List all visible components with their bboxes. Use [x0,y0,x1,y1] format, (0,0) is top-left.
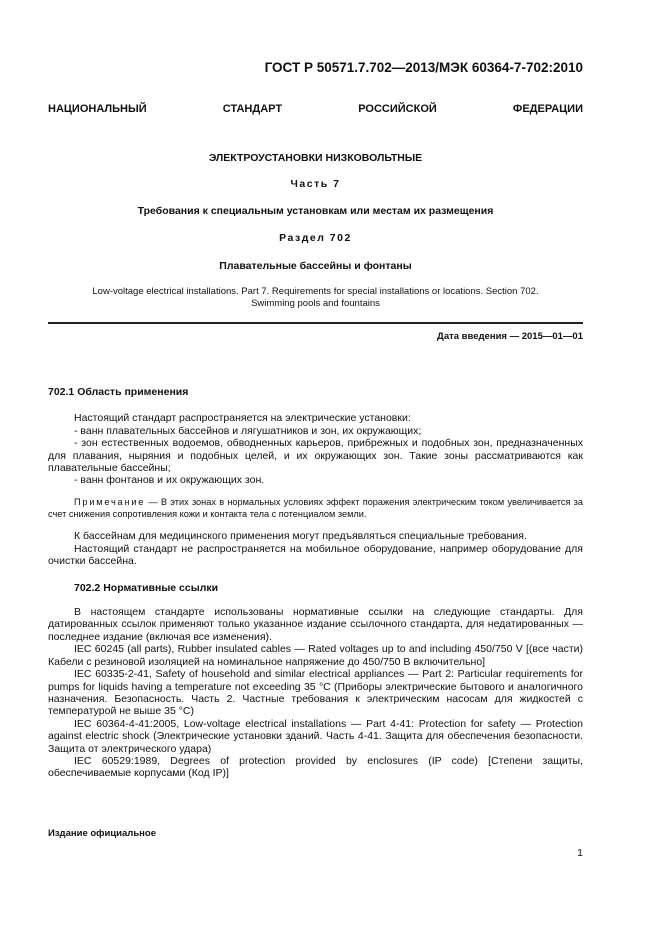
section-heading-references: 702.2 Нормативные ссылки [74,581,219,594]
national-standard-heading: НАЦИОНАЛЬНЫЙ СТАНДАРТ РОССИЙСКОЙ ФЕДЕРАЦИИ [48,103,583,115]
paragraph: К бассейнам для медицинского применения могут предъявляться специальные требования. [74,530,527,543]
section-title: Плавательные бассейны и фонтаны [219,260,412,272]
part-label: Часть 7 [290,178,341,190]
official-edition-label: Издание официальное [48,828,156,839]
title-divider [48,322,583,324]
english-title [48,286,583,310]
english-title-line-2: Swimming pools and fountains [251,298,380,309]
reference-item: IEC 60364-4-41:2005, Low-voltage electrical installations — Part 4-41: Protection for safety — Protection against electric shock (Электрические установки зданий. Часть 4-41. Защита для обеспечения безопасности. Защита от электрического удара) [48,717,583,755]
english-title-line-1: Low-voltage electrical installations. Part 7. Requirements for special installations or locations. Section 702. [92,286,539,297]
note-text: — В этих зонах в нормальных условиях эффект поражения электрическим током увеличивается за счет снижения сопротивления кожи и контакта тела с потенциалом земли. [48,496,583,519]
page-number: 1 [577,847,583,859]
reference-item: IEC 60335-2-41, Safety of household and similar electrical appliances — Part 2: Particular requirements for pumps for liquids having a temperature not exceeding 35 °C (Приборы электрические бытового и аналогичного назначения. Безопасность. Часть 2. Частные требования к электрическим насосам для жидкостей с температурой не выше 35 °С) [48,668,583,718]
paragraph: В настоящем стандарте использованы нормативные ссылки на следующие стандарты. Для датированных ссылок применяют только указанное издание ссылочного стандарта, для недатированных — последнее издание (включая все изменения). [48,606,583,643]
section-label: Раздел 702 [279,232,352,244]
section-heading-scope: 702.1 Область применения [48,386,189,398]
list-item: - зон естественных водоемов, обводненных карьеров, прибрежных и подобных зон, предназначенных для плавания, ныряния и подобных целей, и их окружающих зон. Такие зоны рассматриваются как плавательные бассейны; [48,437,583,475]
reference-item: IEC 60529:1989, Degrees of protection provided by enclosures (IP code) [Степени защиты, обеспечиваемые корпусами (Код IP)] [48,754,583,780]
standard-title: ЭЛЕКТРОУСТАНОВКИ НИЗКОВОЛЬТНЫЕ [208,152,423,164]
document-body [48,386,583,780]
introduction-date: Дата введения — 2015—01—01 [437,331,583,342]
reference-item: IEC 60245 (all parts), Rubber insulated cables — Rated voltages up to and including 450/750 V [(все части) Кабели с резиновой изоляцией на номинальное напряжение до 450/750 В включительно] [48,643,583,668]
list-item: - ванн плавательных бассейнов и лягушатников и зон, их окружающих; [74,424,422,437]
note [48,497,583,521]
part-title: Требования к специальным установкам или местам их размещения [137,205,494,217]
paragraph: Настоящий стандарт распространяется на электрические установки: [74,412,411,425]
paragraph: Настоящий стандарт не распространяется на мобильное оборудование, например оборудование для очистки бассейна. [48,542,583,568]
list-item: - ванн фонтанов и их окружающих зон. [74,474,265,487]
document-code: ГОСТ Р 50571.7.702—2013/МЭК 60364-7-702:2010 [264,60,583,75]
note-label: Примечание [74,496,146,507]
